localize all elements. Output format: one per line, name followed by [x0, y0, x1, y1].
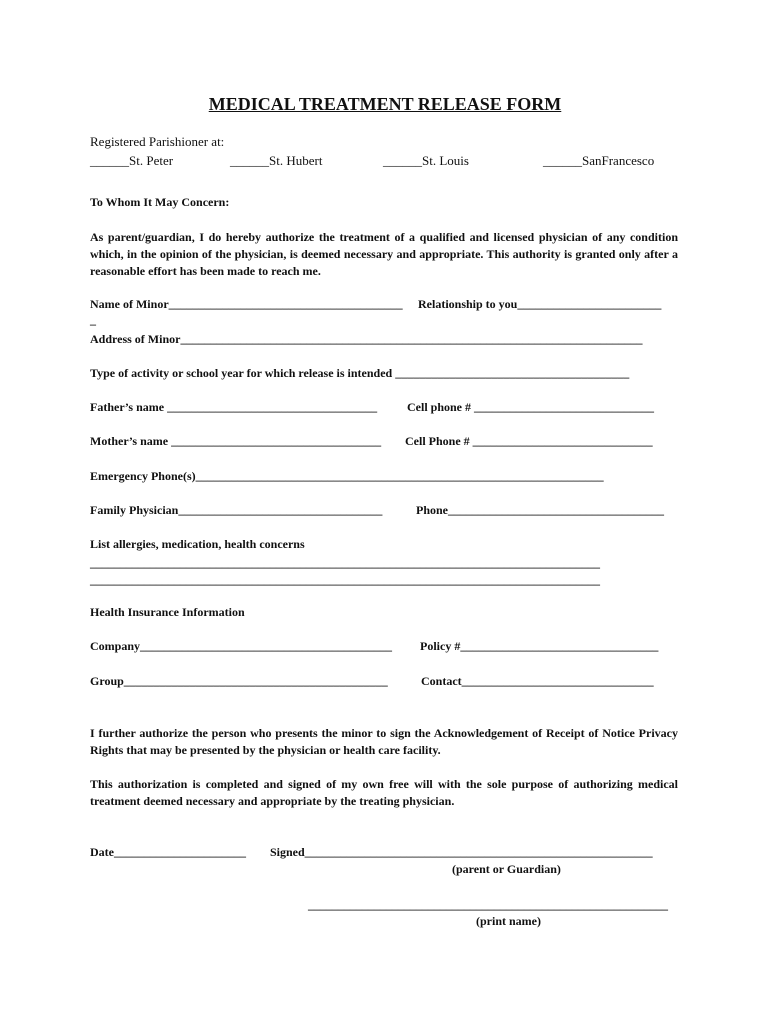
relationship-overflow-line: _	[90, 313, 96, 327]
insurance-heading: Health Insurance Information	[90, 605, 245, 619]
physician-phone-field: Phone____________________________________	[416, 503, 665, 517]
fathers-name-field: Father’s name ___________________________________	[90, 400, 378, 414]
insurance-contact-field: Contact________________________________	[421, 674, 654, 688]
insurance-group-field: Group____________________________________________	[90, 674, 388, 688]
parish-option-st-peter: ______St. Peter	[90, 153, 174, 168]
parish-option-st-louis: ______St. Louis	[383, 153, 469, 168]
parish-option-st-hubert: ______St. Hubert	[230, 153, 323, 168]
insurance-policy-field: Policy #_________________________________	[420, 639, 659, 653]
signed-field: Signed__________________________________________________________	[270, 845, 653, 859]
allergies-label: List allergies, medication, health concerns	[90, 537, 305, 551]
mothers-cell-field: Cell Phone # ______________________________	[405, 434, 653, 448]
authorization-paragraph: As parent/guardian, I do hereby authorize the treatment of a qualified and licensed physician of any condition which, in the opinion of the physician, is deemed necessary and appropriate. This authority is granted only after a reasonable effort has been made to reach me.	[90, 230, 678, 278]
insurance-company-field: Company__________________________________________	[90, 639, 393, 653]
registered-label: Registered Parishioner at:	[90, 134, 225, 149]
form-title: MEDICAL TREATMENT RELEASE FORM	[208, 94, 562, 114]
print-name-caption: (print name)	[476, 914, 541, 928]
relationship-field: Relationship to you________________________	[418, 297, 662, 311]
allergies-line-2: _____________________________________________________________________________________	[90, 573, 600, 587]
activity-field: Type of activity or school year for which release is intended _______________________________________	[90, 366, 630, 380]
address-of-minor-field: Address of Minor_____________________________________________________________________________	[90, 332, 643, 346]
name-of-minor-field: Name of Minor_______________________________________	[90, 297, 403, 311]
emergency-phone-field: Emergency Phone(s)____________________________________________________________________	[90, 469, 604, 483]
family-physician-field: Family Physician__________________________________	[90, 503, 383, 517]
salutation: To Whom It May Concern:	[90, 195, 230, 209]
allergies-line-1: _____________________________________________________________________________________	[90, 556, 600, 570]
fathers-cell-field: Cell phone # ______________________________	[407, 400, 655, 414]
parent-guardian-caption: (parent or Guardian)	[452, 862, 561, 876]
print-name-line: ____________________________________________________________	[308, 898, 668, 912]
parish-option-sanfrancesco: ______SanFrancesco	[543, 153, 655, 168]
further-authorization-paragraph: I further authorize the person who presents the minor to sign the Acknowledgement of Receipt of Notice Privacy Rights that may be presented by the physician or health care facility.	[90, 726, 678, 757]
date-field: Date______________________	[90, 845, 246, 859]
mothers-name-field: Mother’s name ___________________________________	[90, 434, 382, 448]
completion-paragraph: This authorization is completed and signed of my own free will with the sole purpose of authorizing medical treatment deemed necessary and appropriate by the treating physician.	[90, 777, 678, 808]
